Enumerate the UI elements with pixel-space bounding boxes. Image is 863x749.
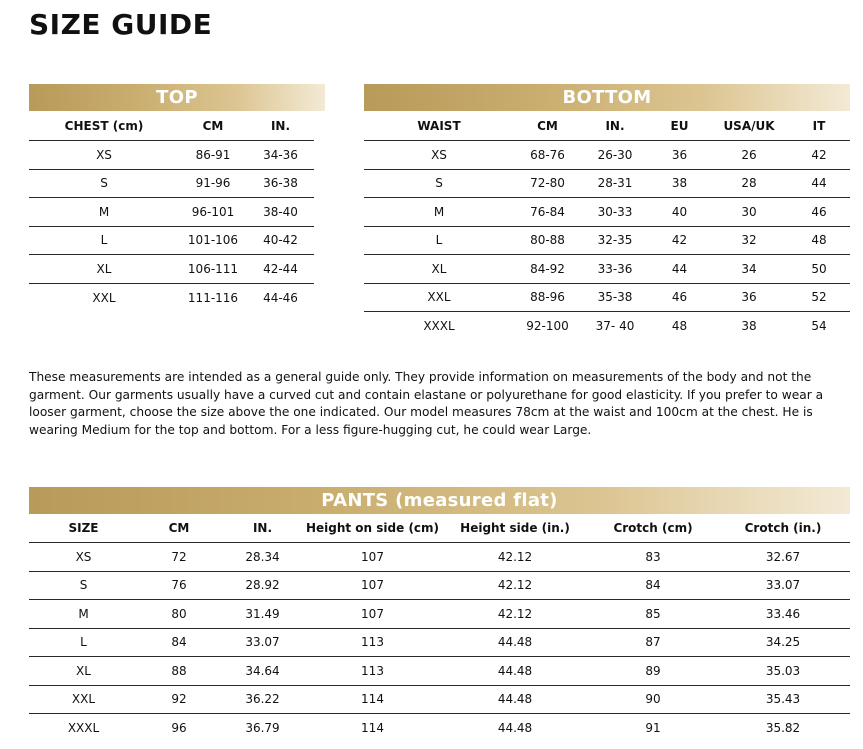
table-row	[29, 685, 850, 714]
measurement-cell: 91	[645, 721, 661, 735]
measurement-cell: 48	[788, 226, 850, 255]
measurement-cell: 36.79	[245, 721, 280, 735]
table-row	[364, 141, 850, 170]
table-header-row	[29, 514, 850, 543]
measurement-cell: 101-106	[179, 226, 247, 255]
measurement-cell: 32-35	[581, 226, 649, 255]
measurement-cell: 76	[138, 571, 220, 600]
measurement-cell: 36.22	[220, 685, 305, 714]
top-heading-band: TOP	[29, 84, 325, 111]
measurement-cell: 111-116	[187, 290, 239, 305]
measurement-cell: 28.34	[220, 543, 305, 572]
measurement-cell: 44.48	[440, 628, 590, 657]
measurement-cell: 44.48	[440, 685, 590, 714]
measurement-cell: 44	[649, 255, 710, 284]
measurement-cell: 42	[649, 226, 710, 255]
measurement-cell: 38	[741, 319, 757, 333]
measurement-cell: 72-80	[514, 169, 581, 198]
measurement-cell: 44.48	[497, 721, 533, 735]
measurement-cell: 80-88	[514, 226, 581, 255]
table-row	[364, 312, 850, 341]
measurement-cell: 92-100	[526, 319, 569, 333]
table-row	[29, 628, 850, 657]
measurement-cell: 31.49	[220, 600, 305, 629]
table-row	[29, 600, 850, 629]
column-header: IN.	[581, 112, 649, 141]
size-label-cell: S	[364, 169, 514, 198]
measurement-cell: 48	[671, 319, 688, 333]
table-row	[29, 543, 850, 572]
table-row	[29, 169, 314, 198]
measurement-cell: 32	[710, 226, 788, 255]
measurement-cell: 46	[788, 198, 850, 227]
measurement-cell: 113	[305, 657, 440, 686]
measurement-cell: 72	[138, 543, 220, 572]
measurement-cell: 36	[710, 283, 788, 312]
measurement-cell: 40-42	[247, 226, 314, 255]
table-header-row	[29, 112, 314, 141]
measurement-cell: 42	[788, 141, 850, 170]
measurement-cell: 33.07	[716, 571, 850, 600]
measurement-cell: 34	[710, 255, 788, 284]
measurement-cell: 90	[590, 685, 716, 714]
measurement-cell: 114	[305, 685, 440, 714]
measurement-cell: 50	[788, 255, 850, 284]
measurement-cell: 28	[710, 169, 788, 198]
size-label-cell: XXL	[364, 283, 514, 312]
size-label-cell: XS	[364, 141, 514, 170]
measurement-cell: 85	[590, 600, 716, 629]
column-header: Height side (in.)	[440, 514, 590, 543]
measurement-cell: 42.12	[440, 571, 590, 600]
bottom-size-table	[364, 112, 850, 340]
size-label-cell: M	[29, 198, 179, 227]
measurement-cell: 35.82	[765, 721, 801, 735]
size-label-cell: XL	[364, 255, 514, 284]
measurement-cell: 30-33	[581, 198, 649, 227]
size-label-cell: XL	[29, 255, 179, 284]
page-title: SIZE GUIDE	[29, 8, 213, 41]
table-row	[29, 714, 850, 743]
measurement-cell: 38	[649, 169, 710, 198]
size-label-cell: XXL	[92, 290, 116, 305]
size-label-cell: XL	[29, 657, 138, 686]
measurement-cell: 26	[710, 141, 788, 170]
measurement-cell: 42-44	[247, 255, 314, 284]
table-row	[29, 198, 314, 227]
column-header: Crotch (in.)	[716, 514, 850, 543]
measurement-cell: 76-84	[514, 198, 581, 227]
measurement-cell: 28.92	[220, 571, 305, 600]
table-row	[364, 169, 850, 198]
measurement-cell: 35.03	[716, 657, 850, 686]
measurement-cell: 46	[649, 283, 710, 312]
measurement-cell: 33.46	[716, 600, 850, 629]
top-size-table	[29, 112, 314, 312]
measurement-cell: 35.43	[716, 685, 850, 714]
measurement-cell: 28-31	[581, 169, 649, 198]
size-label-cell: S	[29, 571, 138, 600]
measurement-cell: 54	[811, 319, 827, 333]
measurement-cell: 92	[138, 685, 220, 714]
column-header: CHEST (cm)	[29, 112, 179, 141]
measurement-cell: 83	[590, 543, 716, 572]
size-label-cell: XS	[29, 543, 138, 572]
measurement-cell: 34.64	[220, 657, 305, 686]
pants-rows	[29, 543, 850, 743]
column-header: Height on side (cm)	[305, 514, 440, 543]
measurement-cell: 52	[788, 283, 850, 312]
table-row	[29, 141, 314, 170]
table-row	[364, 226, 850, 255]
column-header: EU	[649, 112, 710, 141]
size-label-cell: XXXL	[67, 721, 100, 735]
measurement-cell: 36-38	[247, 169, 314, 198]
measurement-cell: 68-76	[514, 141, 581, 170]
measurement-cell: 34-36	[247, 141, 314, 170]
bottom-heading-band: BOTTOM	[364, 84, 850, 111]
measurement-cell: 44	[788, 169, 850, 198]
pants-size-table	[29, 514, 850, 742]
measurement-cell: 30	[710, 198, 788, 227]
measurement-cell: 34.25	[716, 628, 850, 657]
measurement-cell: 84	[138, 628, 220, 657]
column-header: CM	[138, 514, 220, 543]
table-row	[29, 255, 314, 284]
column-header: CM	[179, 112, 247, 141]
measurement-cell: 89	[590, 657, 716, 686]
measurement-cell: 33-36	[581, 255, 649, 284]
table-row	[29, 657, 850, 686]
measurement-cell: 32.67	[716, 543, 850, 572]
size-label-cell: XXL	[29, 685, 138, 714]
size-label-cell: L	[29, 226, 179, 255]
column-header: USA/UK	[710, 112, 788, 141]
table-row	[364, 198, 850, 227]
measurement-cell: 37- 40	[595, 319, 635, 333]
measurement-cell: 44.48	[440, 657, 590, 686]
measurement-cell: 113	[305, 628, 440, 657]
column-header: IN.	[220, 514, 305, 543]
table-row	[364, 283, 850, 312]
measurement-cell: 40	[649, 198, 710, 227]
column-header: IN.	[247, 112, 314, 141]
table-row	[29, 283, 314, 312]
size-label-cell: M	[364, 198, 514, 227]
column-header: CM	[514, 112, 581, 141]
pants-heading-band: PANTS (measured flat)	[29, 487, 850, 514]
measurement-cell: 44-46	[263, 290, 298, 305]
size-label-cell: S	[29, 169, 179, 198]
column-header: WAIST	[364, 112, 514, 141]
measurement-cell: 106-111	[179, 255, 247, 284]
measurement-cell: 96	[171, 721, 187, 735]
measurement-cell: 107	[305, 600, 440, 629]
size-label-cell: L	[29, 628, 138, 657]
measurement-cell: 42.12	[440, 543, 590, 572]
measurement-cell: 36	[649, 141, 710, 170]
measurement-cell: 114	[361, 721, 384, 735]
measurement-cell: 38-40	[247, 198, 314, 227]
table-header-row	[364, 112, 850, 141]
measurement-cell: 42.12	[440, 600, 590, 629]
table-row	[29, 226, 314, 255]
table-row	[29, 571, 850, 600]
top-rows	[29, 141, 314, 312]
measurement-cell: 84	[590, 571, 716, 600]
measurement-cell: 91-96	[179, 169, 247, 198]
column-header: IT	[788, 112, 850, 141]
measurement-cell: 86-91	[179, 141, 247, 170]
column-header: Crotch (cm)	[590, 514, 716, 543]
size-label-cell: XXXL	[423, 319, 455, 333]
column-header: SIZE	[29, 514, 138, 543]
measurement-cell: 35-38	[581, 283, 649, 312]
measurement-cell: 88	[138, 657, 220, 686]
size-label-cell: XS	[29, 141, 179, 170]
measurement-cell: 96-101	[179, 198, 247, 227]
measurement-cell: 84-92	[514, 255, 581, 284]
size-label-cell: L	[364, 226, 514, 255]
measurement-cell: 88-96	[514, 283, 581, 312]
table-row	[364, 255, 850, 284]
measurement-cell: 87	[590, 628, 716, 657]
measurement-cell: 33.07	[220, 628, 305, 657]
measurement-cell: 80	[138, 600, 220, 629]
measurement-cell: 26-30	[581, 141, 649, 170]
measurement-cell: 107	[305, 571, 440, 600]
size-label-cell: M	[29, 600, 138, 629]
measurement-cell: 107	[305, 543, 440, 572]
measurement-note: These measurements are intended as a general guide only. They provide information on measurements of the body and not the garment. Our garments usually have a curved cut and contain elastane or polyurethane for good elasticity. If you prefer to wear a looser garment, choose the size above the one indicated. Our model measures 78cm at the waist and 100cm at the chest. He is wearing Medium for the top and bottom. For a less figure-hugging cut, he could wear Large.	[29, 370, 824, 437]
bottom-rows	[364, 141, 850, 341]
